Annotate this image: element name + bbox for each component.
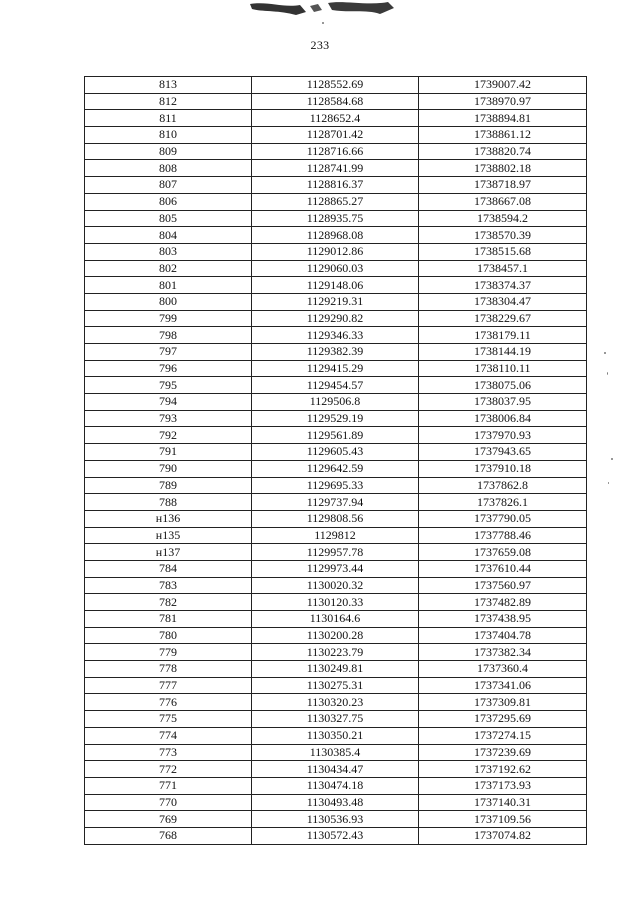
y-coordinate-cell: 1737970.93 bbox=[419, 427, 587, 444]
y-coordinate-cell: 1737074.82 bbox=[419, 827, 587, 844]
table-row bbox=[85, 127, 587, 144]
table-row bbox=[85, 327, 587, 344]
point-number-cell: 809 bbox=[85, 143, 252, 160]
table-row bbox=[85, 477, 587, 494]
y-coordinate-cell: 1737239.69 bbox=[419, 744, 587, 761]
x-coordinate-cell: 1130320.23 bbox=[252, 694, 419, 711]
point-number-cell: 779 bbox=[85, 644, 252, 661]
table-row bbox=[85, 694, 587, 711]
table-row bbox=[85, 394, 587, 411]
x-coordinate-cell: 1128584.68 bbox=[252, 93, 419, 110]
x-coordinate-cell: 1130350.21 bbox=[252, 727, 419, 744]
table-row bbox=[85, 277, 587, 294]
y-coordinate-cell: 1737560.97 bbox=[419, 577, 587, 594]
point-number-cell: 789 bbox=[85, 477, 252, 494]
x-coordinate-cell: 1129957.78 bbox=[252, 544, 419, 561]
table-row bbox=[85, 560, 587, 577]
y-coordinate-cell: 1737862.8 bbox=[419, 477, 587, 494]
table-row bbox=[85, 110, 587, 127]
y-coordinate-cell: 1737274.15 bbox=[419, 727, 587, 744]
x-coordinate-cell: 1129808.56 bbox=[252, 510, 419, 527]
y-coordinate-cell: 1738718.97 bbox=[419, 177, 587, 194]
x-coordinate-cell: 1129506.8 bbox=[252, 394, 419, 411]
point-number-cell: 813 bbox=[85, 77, 252, 94]
point-number-cell: 793 bbox=[85, 410, 252, 427]
x-coordinate-cell: 1129973.44 bbox=[252, 560, 419, 577]
table-row bbox=[85, 711, 587, 728]
x-coordinate-cell: 1129605.43 bbox=[252, 444, 419, 461]
x-coordinate-cell: 1129346.33 bbox=[252, 327, 419, 344]
table-row bbox=[85, 310, 587, 327]
point-number-cell: 795 bbox=[85, 377, 252, 394]
point-number-cell: 772 bbox=[85, 761, 252, 778]
point-number-cell: 801 bbox=[85, 277, 252, 294]
table-row bbox=[85, 143, 587, 160]
x-coordinate-cell: 1130434.47 bbox=[252, 761, 419, 778]
table-row bbox=[85, 594, 587, 611]
scan-speck bbox=[322, 22, 324, 24]
point-number-cell: н137 bbox=[85, 544, 252, 561]
point-number-cell: 792 bbox=[85, 427, 252, 444]
x-coordinate-cell: 1130249.81 bbox=[252, 661, 419, 678]
table-row bbox=[85, 794, 587, 811]
point-number-cell: 794 bbox=[85, 394, 252, 411]
point-number-cell: 790 bbox=[85, 460, 252, 477]
y-coordinate-cell: 1737173.93 bbox=[419, 777, 587, 794]
table-row bbox=[85, 227, 587, 244]
table-row bbox=[85, 494, 587, 511]
page-number: 233 bbox=[310, 38, 330, 52]
x-coordinate-cell: 1130385.4 bbox=[252, 744, 419, 761]
y-coordinate-cell: 1737382.34 bbox=[419, 644, 587, 661]
y-coordinate-cell: 1738304.47 bbox=[419, 293, 587, 310]
point-number-cell: 778 bbox=[85, 661, 252, 678]
table-row bbox=[85, 661, 587, 678]
y-coordinate-cell: 1737943.65 bbox=[419, 444, 587, 461]
point-number-cell: 811 bbox=[85, 110, 252, 127]
x-coordinate-cell: 1130275.31 bbox=[252, 677, 419, 694]
x-coordinate-cell: 1128816.37 bbox=[252, 177, 419, 194]
y-coordinate-cell: 1738374.37 bbox=[419, 277, 587, 294]
x-coordinate-cell: 1129219.31 bbox=[252, 293, 419, 310]
point-number-cell: 775 bbox=[85, 711, 252, 728]
table-row bbox=[85, 160, 587, 177]
point-number-cell: 799 bbox=[85, 310, 252, 327]
point-number-cell: 780 bbox=[85, 627, 252, 644]
y-coordinate-cell: 1738970.97 bbox=[419, 93, 587, 110]
x-coordinate-cell: 1129454.57 bbox=[252, 377, 419, 394]
table-row bbox=[85, 344, 587, 361]
x-coordinate-cell: 1130493.48 bbox=[252, 794, 419, 811]
x-coordinate-cell: 1128701.42 bbox=[252, 127, 419, 144]
y-coordinate-cell: 1737309.81 bbox=[419, 694, 587, 711]
point-number-cell: 782 bbox=[85, 594, 252, 611]
y-coordinate-cell: 1738594.2 bbox=[419, 210, 587, 227]
y-coordinate-cell: 1738179.11 bbox=[419, 327, 587, 344]
x-coordinate-cell: 1129012.86 bbox=[252, 243, 419, 260]
table-row bbox=[85, 177, 587, 194]
point-number-cell: 805 bbox=[85, 210, 252, 227]
y-coordinate-cell: 1737910.18 bbox=[419, 460, 587, 477]
y-coordinate-cell: 1737404.78 bbox=[419, 627, 587, 644]
y-coordinate-cell: 1738894.81 bbox=[419, 110, 587, 127]
point-number-cell: 770 bbox=[85, 794, 252, 811]
point-number-cell: 812 bbox=[85, 93, 252, 110]
scan-speck bbox=[604, 352, 606, 354]
point-number-cell: 807 bbox=[85, 177, 252, 194]
y-coordinate-cell: 1737659.08 bbox=[419, 544, 587, 561]
x-coordinate-cell: 1128552.69 bbox=[252, 77, 419, 94]
point-number-cell: 810 bbox=[85, 127, 252, 144]
y-coordinate-cell: 1738515.68 bbox=[419, 243, 587, 260]
x-coordinate-cell: 1128716.66 bbox=[252, 143, 419, 160]
point-number-cell: 788 bbox=[85, 494, 252, 511]
y-coordinate-cell: 1738861.12 bbox=[419, 127, 587, 144]
table-row bbox=[85, 644, 587, 661]
x-coordinate-cell: 1129561.89 bbox=[252, 427, 419, 444]
point-number-cell: 768 bbox=[85, 827, 252, 844]
y-coordinate-cell: 1737360.4 bbox=[419, 661, 587, 678]
table-row bbox=[85, 193, 587, 210]
x-coordinate-cell: 1129382.39 bbox=[252, 344, 419, 361]
y-coordinate-cell: 1737438.95 bbox=[419, 611, 587, 628]
y-coordinate-cell: 1738570.39 bbox=[419, 227, 587, 244]
point-number-cell: 776 bbox=[85, 694, 252, 711]
x-coordinate-cell: 1129060.03 bbox=[252, 260, 419, 277]
point-number-cell: 798 bbox=[85, 327, 252, 344]
point-number-cell: 808 bbox=[85, 160, 252, 177]
point-number-cell: 777 bbox=[85, 677, 252, 694]
y-coordinate-cell: 1737341.06 bbox=[419, 677, 587, 694]
point-number-cell: 773 bbox=[85, 744, 252, 761]
table-row bbox=[85, 427, 587, 444]
y-coordinate-cell: 1738006.84 bbox=[419, 410, 587, 427]
x-coordinate-cell: 1129415.29 bbox=[252, 360, 419, 377]
y-coordinate-cell: 1737826.1 bbox=[419, 494, 587, 511]
table-row bbox=[85, 293, 587, 310]
x-coordinate-cell: 1128968.08 bbox=[252, 227, 419, 244]
y-coordinate-cell: 1738144.19 bbox=[419, 344, 587, 361]
x-coordinate-cell: 1128935.75 bbox=[252, 210, 419, 227]
point-number-cell: 797 bbox=[85, 344, 252, 361]
x-coordinate-cell: 1130474.18 bbox=[252, 777, 419, 794]
y-coordinate-cell: 1737295.69 bbox=[419, 711, 587, 728]
point-number-cell: 804 bbox=[85, 227, 252, 244]
y-coordinate-cell: 1739007.42 bbox=[419, 77, 587, 94]
y-coordinate-cell: 1738667.08 bbox=[419, 193, 587, 210]
table-row bbox=[85, 727, 587, 744]
scan-smudge bbox=[248, 0, 398, 18]
point-number-cell: 802 bbox=[85, 260, 252, 277]
table-row bbox=[85, 410, 587, 427]
x-coordinate-cell: 1130536.93 bbox=[252, 811, 419, 828]
point-number-cell: 796 bbox=[85, 360, 252, 377]
y-coordinate-cell: 1738037.95 bbox=[419, 394, 587, 411]
x-coordinate-cell: 1129642.59 bbox=[252, 460, 419, 477]
table-row bbox=[85, 460, 587, 477]
table-row bbox=[85, 577, 587, 594]
point-number-cell: 771 bbox=[85, 777, 252, 794]
point-number-cell: 783 bbox=[85, 577, 252, 594]
table-row bbox=[85, 260, 587, 277]
x-coordinate-cell: 1130020.32 bbox=[252, 577, 419, 594]
x-coordinate-cell: 1130164.6 bbox=[252, 611, 419, 628]
table-row bbox=[85, 510, 587, 527]
table-row bbox=[85, 677, 587, 694]
x-coordinate-cell: 1128652.4 bbox=[252, 110, 419, 127]
table-row bbox=[85, 761, 587, 778]
coordinates-table-body bbox=[85, 77, 587, 845]
point-number-cell: 774 bbox=[85, 727, 252, 744]
table-row bbox=[85, 744, 587, 761]
table-row bbox=[85, 527, 587, 544]
table-row bbox=[85, 77, 587, 94]
y-coordinate-cell: 1738457.1 bbox=[419, 260, 587, 277]
y-coordinate-cell: 1737482.89 bbox=[419, 594, 587, 611]
y-coordinate-cell: 1738110.11 bbox=[419, 360, 587, 377]
y-coordinate-cell: 1738802.18 bbox=[419, 160, 587, 177]
x-coordinate-cell: 1130572.43 bbox=[252, 827, 419, 844]
table-row bbox=[85, 444, 587, 461]
x-coordinate-cell: 1130327.75 bbox=[252, 711, 419, 728]
x-coordinate-cell: 1128865.27 bbox=[252, 193, 419, 210]
table-row bbox=[85, 243, 587, 260]
table-row bbox=[85, 777, 587, 794]
point-number-cell: 791 bbox=[85, 444, 252, 461]
table-row bbox=[85, 210, 587, 227]
point-number-cell: н136 bbox=[85, 510, 252, 527]
x-coordinate-cell: 1130223.79 bbox=[252, 644, 419, 661]
table-row bbox=[85, 360, 587, 377]
y-coordinate-cell: 1737790.05 bbox=[419, 510, 587, 527]
y-coordinate-cell: 1737610.44 bbox=[419, 560, 587, 577]
table-row bbox=[85, 377, 587, 394]
point-number-cell: 784 bbox=[85, 560, 252, 577]
y-coordinate-cell: 1737192.62 bbox=[419, 761, 587, 778]
x-coordinate-cell: 1129290.82 bbox=[252, 310, 419, 327]
y-coordinate-cell: 1737140.31 bbox=[419, 794, 587, 811]
coordinates-table bbox=[84, 76, 587, 845]
table-row bbox=[85, 93, 587, 110]
x-coordinate-cell: 1130120.33 bbox=[252, 594, 419, 611]
point-number-cell: 806 bbox=[85, 193, 252, 210]
point-number-cell: 769 bbox=[85, 811, 252, 828]
x-coordinate-cell: 1129695.33 bbox=[252, 477, 419, 494]
x-coordinate-cell: 1129148.06 bbox=[252, 277, 419, 294]
scan-speck bbox=[611, 458, 613, 460]
x-coordinate-cell: 1130200.28 bbox=[252, 627, 419, 644]
x-coordinate-cell: 1129737.94 bbox=[252, 494, 419, 511]
point-number-cell: н135 bbox=[85, 527, 252, 544]
y-coordinate-cell: 1738820.74 bbox=[419, 143, 587, 160]
table-row bbox=[85, 611, 587, 628]
scan-speck bbox=[607, 372, 608, 375]
table-row bbox=[85, 627, 587, 644]
table-row bbox=[85, 544, 587, 561]
table-row bbox=[85, 811, 587, 828]
y-coordinate-cell: 1737109.56 bbox=[419, 811, 587, 828]
point-number-cell: 800 bbox=[85, 293, 252, 310]
x-coordinate-cell: 1129529.19 bbox=[252, 410, 419, 427]
table-row bbox=[85, 827, 587, 844]
x-coordinate-cell: 1129812 bbox=[252, 527, 419, 544]
point-number-cell: 803 bbox=[85, 243, 252, 260]
y-coordinate-cell: 1738075.06 bbox=[419, 377, 587, 394]
point-number-cell: 781 bbox=[85, 611, 252, 628]
y-coordinate-cell: 1738229.67 bbox=[419, 310, 587, 327]
x-coordinate-cell: 1128741.99 bbox=[252, 160, 419, 177]
scan-speck bbox=[608, 482, 609, 484]
y-coordinate-cell: 1737788.46 bbox=[419, 527, 587, 544]
